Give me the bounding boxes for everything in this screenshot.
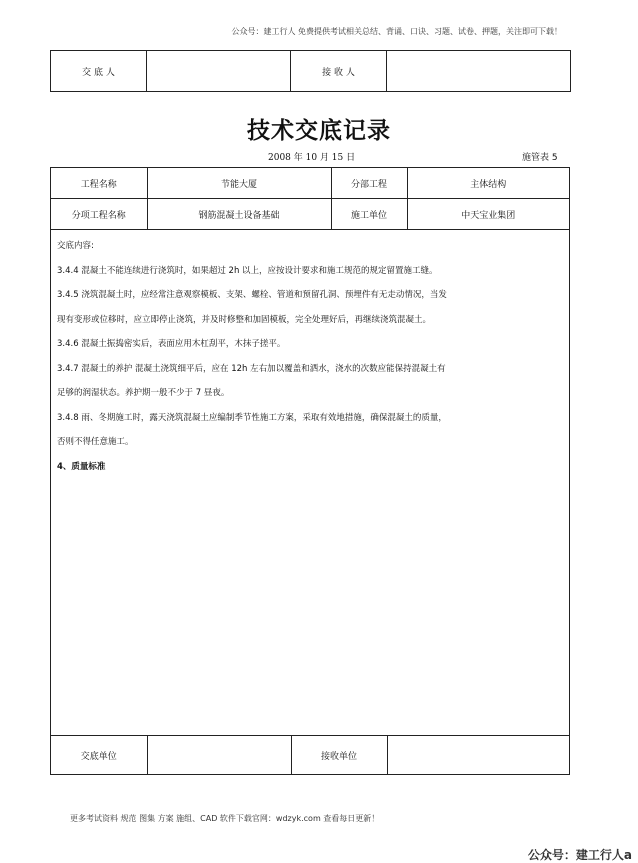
record-body [50, 167, 570, 775]
record-date: 2008 年 10 月 15 日 [268, 153, 356, 163]
project-info-table [51, 168, 569, 230]
handover-table [50, 50, 571, 92]
content-line: 3.4.6 混凝土振捣密实后，表面应用木杠刮平，木抹子搓平。 [57, 339, 286, 349]
form-number: 施管表 5 [522, 153, 558, 163]
project-name-label: 工程名称 [51, 168, 147, 199]
handover-unit-value [147, 736, 291, 775]
contractor-value: 中天宝业集团 [407, 199, 569, 230]
receiver-unit-value [387, 736, 569, 775]
handover-person-value [147, 51, 291, 92]
content-line: 3.4.4 混凝土不能连续进行浇筑时，如果超过 2h 以上，应按设计要求和施工规范的规定留置施工缝。 [57, 265, 438, 276]
subitem-label: 分项工程名称 [51, 199, 147, 230]
content-heading: 交底内容: [57, 241, 94, 251]
receiver-person-label: 接 收 人 [291, 51, 387, 92]
receiver-person-value [387, 51, 571, 92]
project-name-value: 节能大厦 [147, 168, 331, 199]
footer-note: 更多考试资料 规范 图集 方案 施组、CAD 软件下载官网：wdzyk.com 查看每日更新！ [70, 814, 380, 823]
content-line: 现有变形或位移时，应立即停止浇筑，并及时修整和加固模板，完全处理好后，再继续浇筑混凝土。 [57, 314, 432, 325]
page-title: 技术交底记录 [247, 118, 391, 144]
handover-person-label: 交 底 人 [51, 51, 147, 92]
division-label: 分部工程 [331, 168, 407, 199]
division-value: 主体结构 [407, 168, 569, 199]
subitem-value: 钢筋混凝土设备基础 [147, 199, 331, 230]
signature-table [51, 735, 569, 774]
content-line: 3.4.5 浇筑混凝土时，应经常注意观察模板、支架、螺栓、管道和预留孔洞、预埋件有无走动情况，当发 [57, 290, 447, 300]
handover-content [57, 234, 565, 479]
content-line: 足够的润湿状态。养护期一般不少于 7 昼夜。 [57, 388, 230, 398]
content-line: 3.4.8 雨、冬期施工时，露天浇筑混凝土应编制季节性施工方案，采取有效地措施，确保混凝土的质量， [57, 412, 447, 423]
contractor-label: 施工单位 [331, 199, 407, 230]
header-note: 公众号：建工行人 免费提供考试相关总结、背诵、口诀、习题、试卷、押题，关注即可下载！ [231, 27, 562, 36]
content-line: 3.4.7 混凝土的养护 混凝土浇筑细平后，应在 12h 左右加以覆盖和洒水，浇水的次数应能保持混凝土有 [57, 363, 446, 374]
watermark: 公众号：建工行人a [527, 848, 632, 862]
section-heading: 4、质量标准 [57, 461, 106, 472]
content-line: 否则不得任意施工。 [57, 437, 134, 447]
receiver-unit-label: 接收单位 [291, 736, 387, 775]
handover-unit-label: 交底单位 [51, 736, 147, 775]
